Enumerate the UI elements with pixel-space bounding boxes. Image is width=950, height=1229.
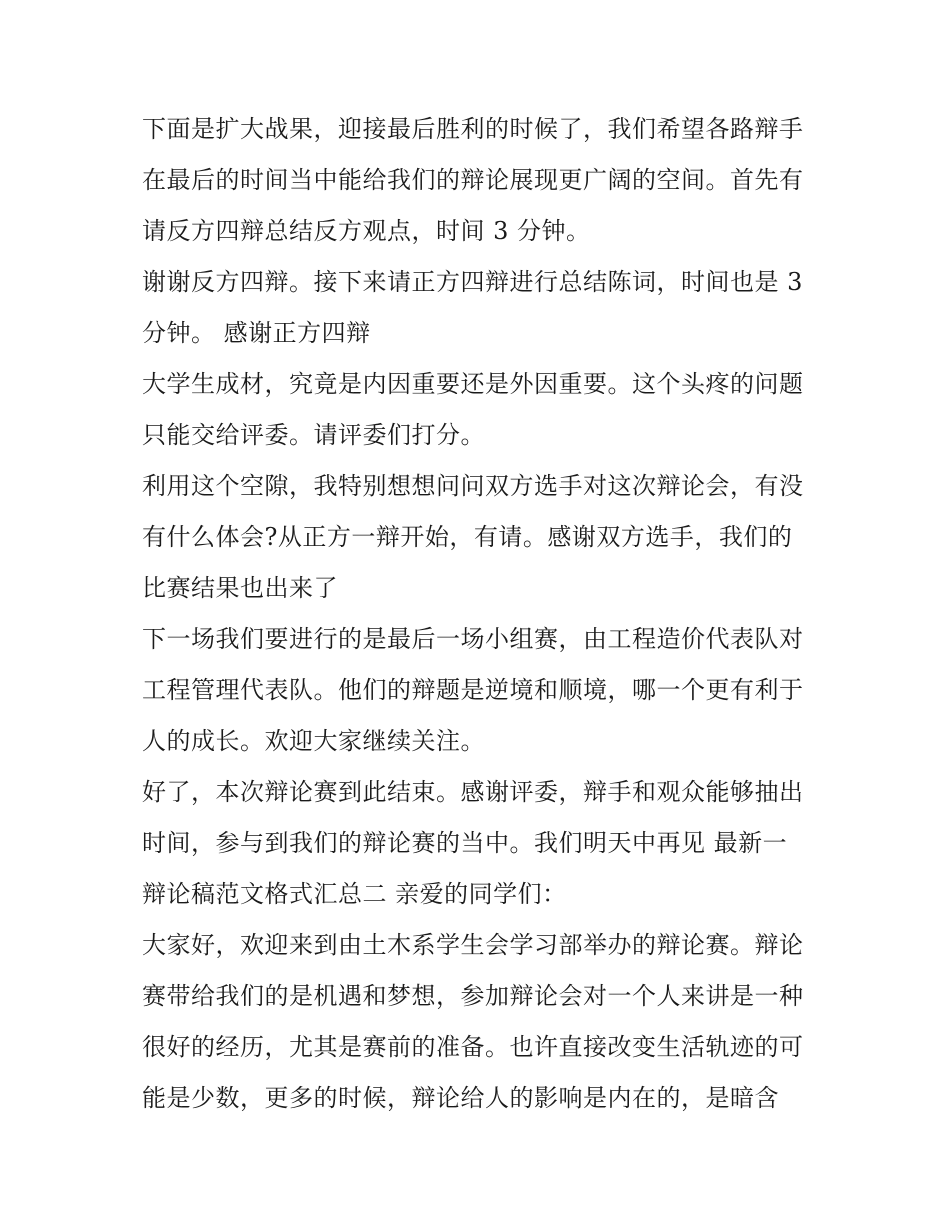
text-line: 只能交给评委。请评委们打分。 <box>142 421 485 449</box>
text-line: 请反方四辩总结反方观点，时间 3 分钟。 <box>142 217 591 245</box>
text-line: 好了，本次辩论赛到此结束。感谢评委，辩手和观众能够抽出 <box>142 778 804 806</box>
text-line: 大学生成材，究竟是内因重要还是外因重要。这个头疼的问题 <box>142 370 804 398</box>
text-line: 辩论稿范文格式汇总二 亲爱的同学们： <box>142 880 567 908</box>
paragraph-4 <box>142 461 814 614</box>
paragraph-3 <box>142 359 814 461</box>
text-line: 下一场我们要进行的是最后一场小组赛，由工程造价代表队对 <box>142 625 804 653</box>
text-line: 能是少数，更多的时候，辩论给人的影响是内在的，是暗含 <box>142 1084 779 1112</box>
paragraph-1 <box>142 104 814 257</box>
paragraph-5 <box>142 614 814 767</box>
text-line: 利用这个空隙，我特别想想问问双方选手对这次辩论会，有没 <box>142 472 804 500</box>
text-line: 很好的经历，尤其是赛前的准备。也许直接改变生活轨迹的可 <box>142 1033 804 1061</box>
document-body <box>142 104 814 1124</box>
paragraph-7 <box>142 920 814 1124</box>
paragraph-2 <box>142 257 814 359</box>
text-line: 大家好，欢迎来到由土木系学生会学习部举办的辩论赛。辩论 <box>142 931 804 959</box>
text-line: 有什么体会?从正方一辩开始，有请。感谢双方选手，我们的 <box>142 523 793 551</box>
paragraph-6 <box>142 767 814 920</box>
text-line: 在最后的时间当中能给我们的辩论展现更广阔的空间。首先有 <box>142 166 804 194</box>
text-line: 分钟。 感谢正方四辩 <box>142 319 371 347</box>
text-line: 下面是扩大战果，迎接最后胜利的时候了，我们希望各路辩手 <box>142 115 804 143</box>
text-line: 比赛结果也出来了 <box>142 574 338 602</box>
text-line: 赛带给我们的是机遇和梦想，参加辩论会对一个人来讲是一种 <box>142 982 804 1010</box>
text-line: 谢谢反方四辩。接下来请正方四辩进行总结陈词，时间也是 3 <box>142 268 803 296</box>
text-line: 时间，参与到我们的辩论赛的当中。我们明天中再见 最新一 <box>142 829 788 857</box>
text-line: 工程管理代表队。他们的辩题是逆境和顺境，哪一个更有利于 <box>142 676 804 704</box>
text-line: 人的成长。欢迎大家继续关注。 <box>142 727 485 755</box>
